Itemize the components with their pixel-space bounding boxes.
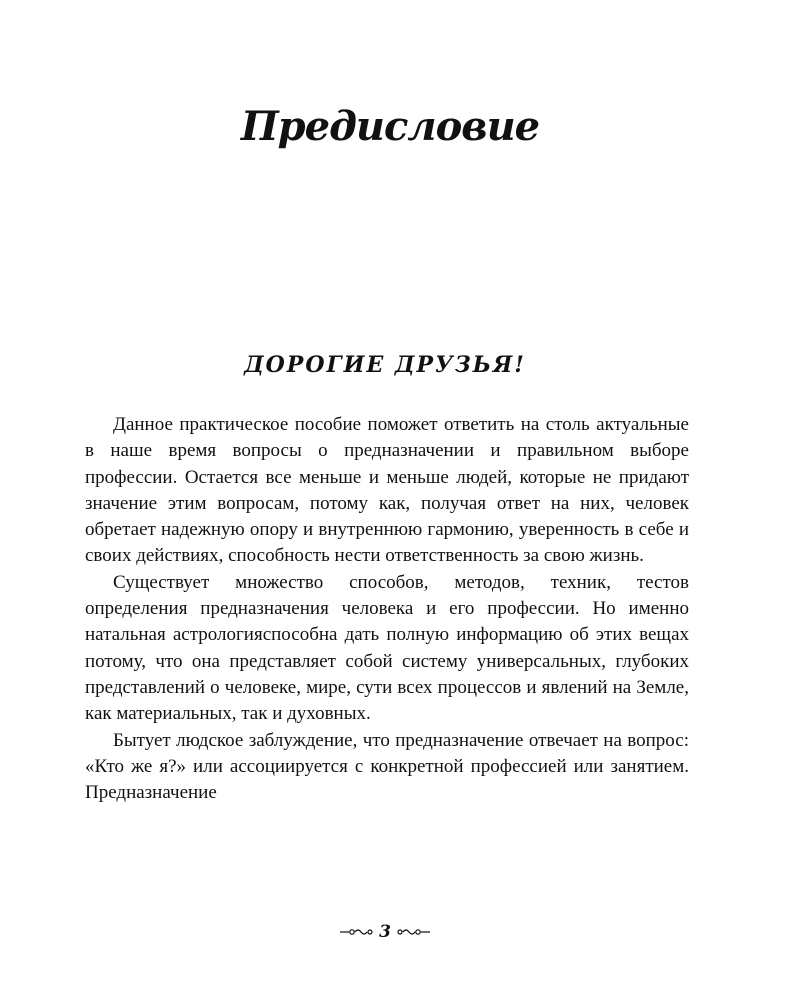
paragraph-3-text: Бытует людское заблуждение, что предназначение отвечает на вопрос: «Кто же я?» или ассоциируется с конкретной профессией или занятием.: [85, 729, 689, 777]
paragraph-1: Данное практическое пособие поможет ответить на столь актуальные в наше время вопросы о предназначении и правильном выборе профессии. Остается все меньше и меньше людей, которые не придают значение этим вопросам, потому как, получая ответ на них, человек обретает надежную опору и внутреннюю гармонию, уверенность в себе и своих действиях, способность нести ответственность за свою жизнь.: [85, 414, 689, 567]
paragraph-2: Существует множество способов, методов, техник, тестов определения предназначения человека и его профессии. Но именно натальная астрологияспособна дать полную информацию об этих вещах потому, что она представляет собой систему универсальных, глубоких представлений о человеке, мире, сути всех процессов и явлений на Земле, как материальных, так и духовных.: [85, 571, 689, 725]
body-text: [85, 412, 689, 806]
page-number: 3: [379, 922, 391, 942]
left-ornament-icon: [339, 927, 373, 937]
paragraph-3-fragment: Предназначение: [85, 782, 217, 804]
page-title: Предисловие: [240, 103, 540, 150]
right-ornament-icon: [397, 927, 431, 937]
section-subheading: ДОРОГИЕ ДРУЗЬЯ!: [244, 352, 526, 378]
paragraph-3: [85, 728, 689, 807]
page-folio: [0, 922, 770, 942]
